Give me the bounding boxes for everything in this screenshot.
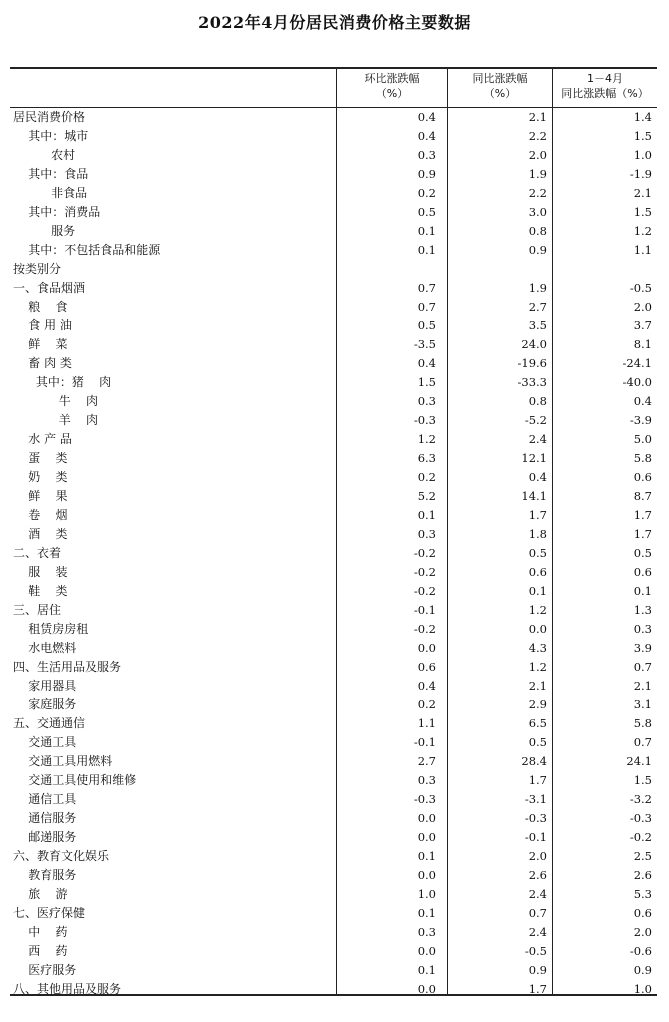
table-top-rule xyxy=(10,67,657,69)
row-label: 其中：不包括食品和能源 xyxy=(13,242,161,257)
table-row xyxy=(10,468,657,487)
row-yoy-value: 0.5 xyxy=(528,545,547,560)
row-ytd-value: 2.1 xyxy=(633,185,652,200)
row-yoy-value: -0.5 xyxy=(524,943,547,958)
row-mom-value: 0.3 xyxy=(417,924,436,939)
row-mom-value: 0.3 xyxy=(417,147,436,162)
row-ytd-value: 2.0 xyxy=(633,924,652,939)
table-row xyxy=(10,222,657,241)
row-label: 三、居住 xyxy=(13,602,62,617)
header-ytd-label: 1－4月 xyxy=(587,72,623,85)
row-ytd-value: 1.0 xyxy=(633,981,652,996)
row-ytd-value: -1.9 xyxy=(629,166,652,181)
row-label: 西 药 xyxy=(13,943,68,958)
table-row xyxy=(10,601,657,620)
row-mom-value: 0.5 xyxy=(417,204,436,219)
row-yoy-value: -33.3 xyxy=(517,375,547,390)
row-ytd-value: 8.7 xyxy=(633,489,652,503)
row-mom-value: 0.0 xyxy=(417,981,436,996)
row-ytd-value: -0.2 xyxy=(629,830,652,845)
row-label: 羊 肉 xyxy=(13,413,99,428)
row-mom-value: 1.2 xyxy=(417,432,436,447)
row-ytd-value: 1.0 xyxy=(633,147,652,162)
row-ytd-value: 0.3 xyxy=(633,621,652,636)
table-row xyxy=(10,582,657,601)
row-label: 非食品 xyxy=(13,185,88,200)
row-label: 水 产 品 xyxy=(13,432,72,447)
row-ytd-value: 2.1 xyxy=(633,678,652,693)
table-row xyxy=(10,506,657,525)
row-ytd-value: 0.7 xyxy=(633,659,652,674)
row-ytd-value: -3.2 xyxy=(629,792,652,807)
row-ytd-value: -3.9 xyxy=(629,413,652,428)
table-row xyxy=(10,108,657,127)
row-ytd-value: 2.6 xyxy=(633,868,652,882)
row-ytd-value: -0.5 xyxy=(629,280,652,295)
row-label: 鞋 类 xyxy=(13,583,68,598)
row-label: 七、医疗保健 xyxy=(13,905,86,920)
row-ytd-value: 0.7 xyxy=(633,735,652,750)
row-yoy-value: -0.1 xyxy=(524,830,547,845)
row-mom-value: 0.9 xyxy=(417,166,436,181)
row-label: 鲜 果 xyxy=(13,489,68,503)
row-mom-value: 0.4 xyxy=(417,110,436,124)
row-label: 通信工具 xyxy=(13,792,77,807)
row-yoy-value: -5.2 xyxy=(524,413,547,428)
row-mom-value: -0.2 xyxy=(413,583,436,598)
row-yoy-value: 0.6 xyxy=(528,564,547,579)
row-yoy-value: 1.2 xyxy=(528,602,547,617)
row-yoy-value: 12.1 xyxy=(521,451,547,466)
row-ytd-value: 1.5 xyxy=(633,773,652,788)
row-mom-value: 5.2 xyxy=(417,489,436,503)
row-mom-value: -0.1 xyxy=(413,602,436,617)
header-ytd-unit: 同比涨跌幅（%） xyxy=(561,87,649,100)
row-yoy-value: 2.2 xyxy=(528,128,547,143)
row-yoy-value: 2.1 xyxy=(528,110,547,124)
row-yoy-value: 2.4 xyxy=(528,432,547,447)
row-mom-value: 0.1 xyxy=(417,223,436,238)
row-label: 卷 烟 xyxy=(13,507,68,522)
row-mom-value: 0.2 xyxy=(417,185,436,200)
header-mom-label: 环比涨跌幅 xyxy=(364,72,420,85)
table-row xyxy=(10,373,657,392)
row-yoy-value: 2.9 xyxy=(528,697,547,712)
row-ytd-value: 5.8 xyxy=(633,451,652,466)
table-row xyxy=(10,866,657,885)
row-label: 教育服务 xyxy=(13,868,77,882)
row-label: 邮递服务 xyxy=(13,830,77,845)
table-row xyxy=(10,563,657,582)
row-ytd-value: -0.6 xyxy=(629,943,652,958)
table-row xyxy=(10,847,657,866)
table-row xyxy=(10,677,657,696)
row-yoy-value: 0.5 xyxy=(528,735,547,750)
row-yoy-value: -0.3 xyxy=(524,811,547,826)
row-ytd-value: 3.7 xyxy=(633,318,652,333)
row-yoy-value: 0.7 xyxy=(528,905,547,920)
header-yoy-unit: （%） xyxy=(483,87,517,100)
row-mom-value: 0.1 xyxy=(417,962,436,977)
row-mom-value: -0.1 xyxy=(413,735,436,750)
table-row xyxy=(10,790,657,809)
row-label: 其中：消费品 xyxy=(13,204,101,219)
row-ytd-value: 1.5 xyxy=(633,204,652,219)
row-ytd-value: 0.4 xyxy=(633,394,652,409)
row-mom-value: 0.5 xyxy=(417,318,436,333)
row-ytd-value: 1.7 xyxy=(633,507,652,522)
row-label: 居民消费价格 xyxy=(13,110,86,124)
row-ytd-value: 8.1 xyxy=(633,337,652,352)
row-mom-value: -0.2 xyxy=(413,564,436,579)
row-yoy-value: -19.6 xyxy=(517,356,547,371)
row-label: 服务 xyxy=(13,223,76,238)
header-ytd xyxy=(553,71,657,105)
row-label: 交通工具 xyxy=(13,735,77,750)
row-yoy-value: 24.0 xyxy=(521,337,547,352)
row-label: 交通工具用燃料 xyxy=(13,754,113,769)
row-mom-value: 0.2 xyxy=(417,470,436,485)
row-label: 八、其他用品及服务 xyxy=(13,981,122,996)
row-ytd-value: 2.0 xyxy=(633,299,652,314)
row-label: 家庭服务 xyxy=(13,697,77,712)
table-row xyxy=(10,335,657,354)
row-mom-value: 0.4 xyxy=(417,678,436,693)
row-label: 畜 肉 类 xyxy=(13,356,72,371)
row-label: 四、生活用品及服务 xyxy=(13,659,122,674)
row-label: 中 药 xyxy=(13,924,68,939)
row-ytd-value: 24.1 xyxy=(626,754,652,769)
row-ytd-value: 1.7 xyxy=(633,526,652,541)
table-row xyxy=(10,354,657,373)
row-label: 服 装 xyxy=(13,564,68,579)
row-ytd-value: 1.1 xyxy=(633,242,652,257)
table-row xyxy=(10,411,657,430)
row-ytd-value: 1.2 xyxy=(633,223,652,238)
row-mom-value: -0.3 xyxy=(413,792,436,807)
row-yoy-value: 0.8 xyxy=(528,394,547,409)
row-mom-value: 0.1 xyxy=(417,905,436,920)
page-title: 2022年4月份居民消费价格主要数据 xyxy=(198,13,471,32)
table-row xyxy=(10,127,657,146)
row-ytd-value: 5.0 xyxy=(633,432,652,447)
row-ytd-value: -40.0 xyxy=(622,375,652,390)
row-label: 其中：猪 肉 xyxy=(13,375,112,390)
row-label: 家用器具 xyxy=(13,678,77,693)
row-ytd-value: 0.6 xyxy=(633,470,652,485)
table-row xyxy=(10,752,657,771)
row-yoy-value: 0.9 xyxy=(528,962,547,977)
row-mom-value: 0.7 xyxy=(417,280,436,295)
table-row xyxy=(10,241,657,260)
table-row xyxy=(10,714,657,733)
table-row xyxy=(10,923,657,942)
row-label: 酒 类 xyxy=(13,526,68,541)
row-label: 按类别分 xyxy=(13,261,62,276)
row-mom-value: -0.2 xyxy=(413,621,436,636)
row-ytd-value: 3.9 xyxy=(633,640,652,655)
table-row xyxy=(10,298,657,317)
table-row xyxy=(10,544,657,563)
row-ytd-value: 1.5 xyxy=(633,128,652,143)
row-label: 医疗服务 xyxy=(13,962,77,977)
row-label: 其中：城市 xyxy=(13,128,89,143)
row-mom-value: 0.6 xyxy=(417,659,436,674)
row-ytd-value: 1.4 xyxy=(633,110,652,124)
row-mom-value: 0.1 xyxy=(417,242,436,257)
table-row xyxy=(10,279,657,298)
table-row xyxy=(10,904,657,923)
table-row xyxy=(10,525,657,544)
row-yoy-value: 2.6 xyxy=(528,868,547,882)
row-label: 水电燃料 xyxy=(13,640,77,655)
row-yoy-value: 2.0 xyxy=(528,147,547,162)
row-label: 六、教育文化娱乐 xyxy=(13,849,110,864)
table-row xyxy=(10,885,657,904)
row-yoy-value: 3.5 xyxy=(528,318,547,333)
row-yoy-value: 28.4 xyxy=(521,754,547,769)
table-row xyxy=(10,733,657,752)
table-row xyxy=(10,203,657,222)
row-mom-value: 0.0 xyxy=(417,868,436,882)
row-yoy-value: 0.0 xyxy=(528,621,547,636)
table-row xyxy=(10,620,657,639)
row-yoy-value: 0.8 xyxy=(528,223,547,238)
row-yoy-value: -3.1 xyxy=(524,792,547,807)
row-mom-value: 0.1 xyxy=(417,849,436,864)
table-row xyxy=(10,449,657,468)
table-row xyxy=(10,942,657,961)
row-mom-value: 0.0 xyxy=(417,830,436,845)
table-row xyxy=(10,184,657,203)
table-row xyxy=(10,695,657,714)
row-mom-value: 0.0 xyxy=(417,943,436,958)
table-row xyxy=(10,430,657,449)
row-label: 五、交通通信 xyxy=(13,716,86,731)
row-mom-value: 0.4 xyxy=(417,356,436,371)
row-label: 租赁房房租 xyxy=(13,621,89,636)
header-mom xyxy=(337,71,447,105)
row-yoy-value: 1.7 xyxy=(528,773,547,788)
row-yoy-value: 4.3 xyxy=(528,640,547,655)
row-yoy-value: 1.2 xyxy=(528,659,547,674)
row-mom-value: 0.4 xyxy=(417,128,436,143)
row-mom-value: 0.0 xyxy=(417,811,436,826)
row-mom-value: 1.1 xyxy=(417,716,436,731)
table-row xyxy=(10,980,657,999)
row-ytd-value: 5.8 xyxy=(633,716,652,731)
row-yoy-value: 1.7 xyxy=(528,981,547,996)
table-row xyxy=(10,392,657,411)
row-label: 农村 xyxy=(13,147,76,162)
row-label: 通信服务 xyxy=(13,811,77,826)
row-mom-value: 1.0 xyxy=(417,886,436,901)
row-mom-value: 0.1 xyxy=(417,507,436,522)
row-label: 旅 游 xyxy=(13,886,68,901)
row-mom-value: 1.5 xyxy=(417,375,436,390)
table-row xyxy=(10,146,657,165)
row-yoy-value: 2.4 xyxy=(528,886,547,901)
row-label: 二、衣着 xyxy=(13,545,62,560)
header-yoy-label: 同比涨跌幅 xyxy=(472,72,528,85)
row-yoy-value: 1.9 xyxy=(528,166,547,181)
row-yoy-value: 3.0 xyxy=(528,204,547,219)
row-mom-value: 0.3 xyxy=(417,394,436,409)
table-row xyxy=(10,260,657,279)
row-yoy-value: 1.9 xyxy=(528,280,547,295)
row-yoy-value: 2.2 xyxy=(528,185,547,200)
table-row xyxy=(10,771,657,790)
row-ytd-value: 0.6 xyxy=(633,564,652,579)
row-mom-value: 6.3 xyxy=(417,451,436,466)
row-ytd-value: 0.1 xyxy=(633,583,652,598)
row-ytd-value: 0.9 xyxy=(633,962,652,977)
table-row xyxy=(10,165,657,184)
row-mom-value: 0.2 xyxy=(417,697,436,712)
row-ytd-value: 2.5 xyxy=(633,849,652,864)
row-label: 蛋 类 xyxy=(13,451,68,466)
row-yoy-value: 0.1 xyxy=(528,583,547,598)
row-label: 鲜 菜 xyxy=(13,337,68,352)
row-yoy-value: 0.9 xyxy=(528,242,547,257)
row-ytd-value: -24.1 xyxy=(622,356,652,371)
row-mom-value: -0.2 xyxy=(413,545,436,560)
table-row xyxy=(10,639,657,658)
row-yoy-value: 6.5 xyxy=(528,716,547,731)
row-yoy-value: 2.1 xyxy=(528,678,547,693)
row-ytd-value: 3.1 xyxy=(633,697,652,712)
row-label: 一、食品烟酒 xyxy=(13,280,86,295)
row-label: 牛 肉 xyxy=(13,394,99,409)
row-label: 其中：食品 xyxy=(13,166,89,181)
row-yoy-value: 2.0 xyxy=(528,849,547,864)
row-mom-value: -0.3 xyxy=(413,413,436,428)
row-ytd-value: 1.3 xyxy=(633,602,652,617)
row-mom-value: -3.5 xyxy=(413,337,436,352)
row-mom-value: 2.7 xyxy=(417,754,436,769)
row-label: 食 用 油 xyxy=(13,318,72,333)
row-mom-value: 0.7 xyxy=(417,299,436,314)
row-mom-value: 0.0 xyxy=(417,640,436,655)
row-mom-value: 0.3 xyxy=(417,773,436,788)
table-row xyxy=(10,487,657,506)
table-row xyxy=(10,828,657,847)
row-label: 交通工具使用和维修 xyxy=(13,773,137,788)
table-row xyxy=(10,316,657,335)
row-ytd-value: 0.6 xyxy=(633,905,652,920)
header-mom-unit: （%） xyxy=(375,87,409,100)
row-yoy-value: 2.4 xyxy=(528,924,547,939)
header-yoy xyxy=(448,71,552,105)
row-ytd-value: -0.3 xyxy=(629,811,652,826)
table-row xyxy=(10,658,657,677)
table-row xyxy=(10,961,657,980)
row-yoy-value: 1.8 xyxy=(528,526,547,541)
row-yoy-value: 2.7 xyxy=(528,299,547,314)
row-mom-value: 0.3 xyxy=(417,526,436,541)
row-label: 粮 食 xyxy=(13,299,68,314)
table-row xyxy=(10,809,657,828)
row-label: 奶 类 xyxy=(13,470,68,485)
row-yoy-value: 14.1 xyxy=(521,489,547,503)
row-ytd-value: 5.3 xyxy=(633,886,652,901)
row-ytd-value: 0.5 xyxy=(633,545,652,560)
row-yoy-value: 1.7 xyxy=(528,507,547,522)
row-yoy-value: 0.4 xyxy=(528,470,547,485)
